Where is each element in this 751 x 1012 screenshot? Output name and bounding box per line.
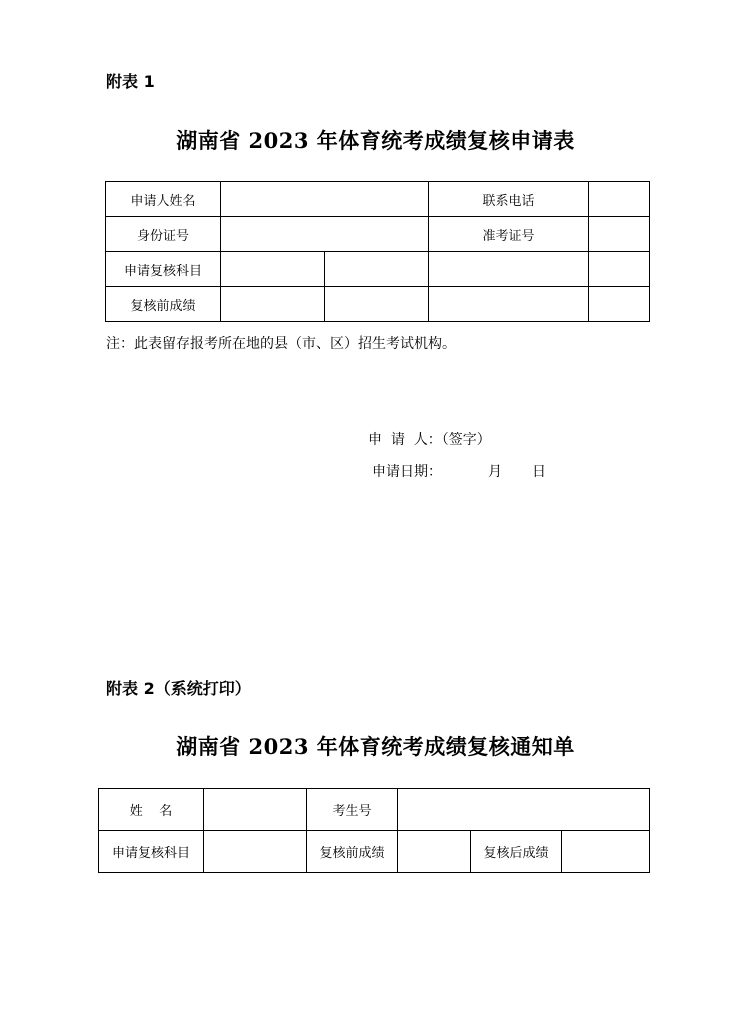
score-before-field-1[interactable] xyxy=(221,287,325,322)
student-name-label-text: 姓 名 xyxy=(129,804,173,819)
application-form-table xyxy=(105,181,650,322)
applicant-name-label: 申请人姓名 xyxy=(106,182,221,217)
ticket-number-field[interactable] xyxy=(589,217,650,252)
id-number-label: 身份证号 xyxy=(106,217,221,252)
review-subject-field-4[interactable] xyxy=(589,252,650,287)
score-before-label: 复核前成绩 xyxy=(106,287,221,322)
review-subject-label: 申请复核科目 xyxy=(106,252,221,287)
form2-title: 湖南省 2023 年体育统考成绩复核通知单 xyxy=(176,734,575,759)
score-before-field-4[interactable] xyxy=(589,287,650,322)
form2-caption: 附表 2（系统打印） xyxy=(106,679,251,698)
applicant-name-field[interactable] xyxy=(221,182,429,217)
student-name-field[interactable] xyxy=(204,789,307,831)
exam-number-field[interactable] xyxy=(398,789,650,831)
score-after-label: 复核后成绩 xyxy=(471,831,562,873)
student-name-label xyxy=(99,789,204,831)
id-number-field[interactable] xyxy=(221,217,429,252)
score-before-field-2-1[interactable] xyxy=(398,831,471,873)
score-before-field-2[interactable] xyxy=(325,287,429,322)
exam-number-label: 考生号 xyxy=(307,789,398,831)
review-subject-field-2-1[interactable] xyxy=(204,831,307,873)
applicant-signature-label: 申 请 人：（签字） xyxy=(368,432,491,448)
date-month-label: 月 xyxy=(488,464,502,480)
review-subject-field-2[interactable] xyxy=(325,252,429,287)
phone-label: 联系电话 xyxy=(429,182,589,217)
review-subject-field-1[interactable] xyxy=(221,252,325,287)
form1-caption: 附表 1 xyxy=(106,72,155,91)
score-after-field[interactable] xyxy=(562,831,650,873)
form1-note: 注：此表留存报考所在地的县（市、区）招生考试机构。 xyxy=(106,336,456,352)
form1-title: 湖南省 2023 年体育统考成绩复核申请表 xyxy=(176,128,575,153)
review-subject-label-2: 申请复核科目 xyxy=(99,831,204,873)
date-day-label: 日 xyxy=(532,464,546,480)
score-before-field-3[interactable] xyxy=(429,287,589,322)
application-date-label: 申请日期： xyxy=(372,464,442,480)
review-subject-field-3[interactable] xyxy=(429,252,589,287)
phone-field[interactable] xyxy=(589,182,650,217)
notice-form-table xyxy=(98,788,650,873)
ticket-number-label: 准考证号 xyxy=(429,217,589,252)
score-before-label-2: 复核前成绩 xyxy=(307,831,398,873)
